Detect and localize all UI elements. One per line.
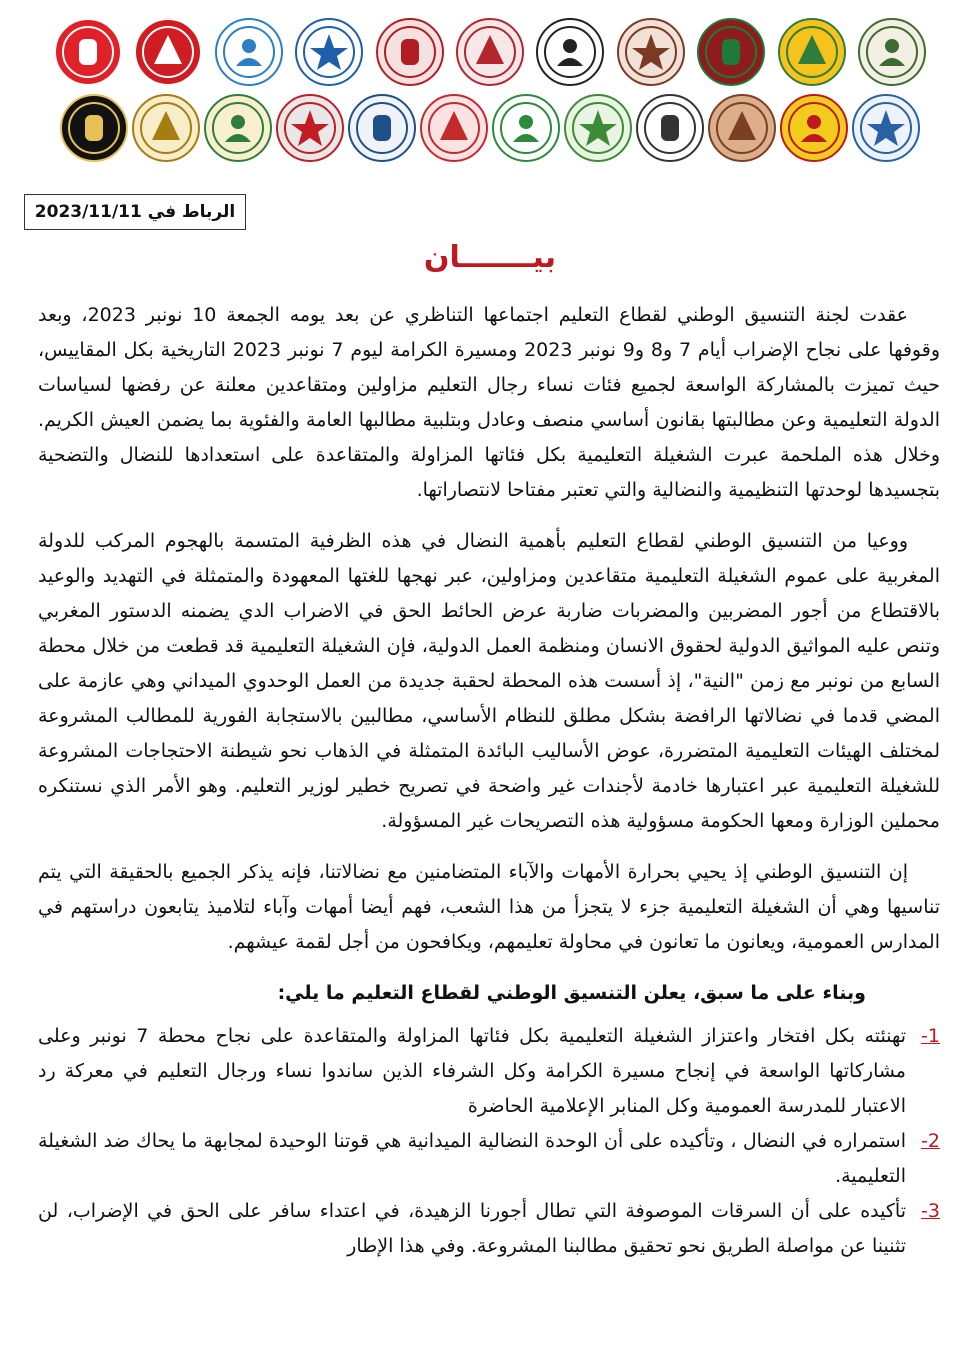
black-emblem-logo	[60, 94, 128, 162]
chz-logo	[780, 94, 848, 162]
che-logo	[295, 18, 363, 86]
no-logo	[134, 18, 202, 86]
circle-people-logo	[215, 18, 283, 86]
declaration-list	[38, 1019, 940, 1264]
item-text: تأكيده على أن السرقات الموصوفة التي تطال أجورنا الزهيدة، في اعتداء سافر على الحق في الإضراب، لن تثنينا عن مواصلة الطريق نحو تحقيق مطالبنا المشروعة. وفي هذا الإطار	[38, 1200, 906, 1257]
number-10-logo	[456, 18, 524, 86]
list-item	[38, 1019, 940, 1124]
statement-body	[38, 298, 940, 1264]
declaration-lead: وبناء على ما سبق، يعلن التنسيق الوطني لقطاع التعليم ما يلي:	[277, 982, 866, 1004]
paragraph-2: ووعيا من التنسيق الوطني لقطاع التعليم بأهمية النضال في هذه الظرفية المتسمة بالهجوم المركب للدولة المغربية على عموم الشغيلة التعليمية متقاعدين ومزاولين، عبر نهجها للغتها المعهودة والمتمثلة في التهديد والوعيد بالاقتطاع من أجور المضربين والمضربات ضاربة عرض الحائط الحق في الاضراب الدي يضمنه الدستور المغربي وتنص عليه المواثيق الدولية لحقوق الانسان ومنظمة العمل الدولية، فإن الشغيلة التعليمية قد قطعت من خلال محطة السابع من نونبر مع زمن "النية"، إذ أسست هذه المحطة لحقبة جديدة من العمل الوحدوي الميداني وهي عازمة على المضي قدما في نضالاتها الرافضة بشكل مطلق للنظام الأساسي، مطالبين بالاستجابة الفورية للمطالب المشروعة لمختلف الهيئات التعليمية المتضررة، عوض الأساليب البائدة المتمثلة في الذهاب نحو شيطنة الاحتجاجات المشروعة للشغيلة التعليمية عبر اعتبارها خادمة لأجندات غير واضحة في تصريح خطير لوزير التعليم. وهو الأمر الذي نستنكره محملين الوزارة ومعها الحكومة مسؤولية هذه التصريحات غير المسؤولة.	[38, 530, 940, 832]
gears-logo	[492, 94, 560, 162]
logos-row-bottom	[40, 94, 940, 162]
list-item	[38, 1194, 940, 1264]
logos-row-top	[40, 18, 940, 86]
graduation-logo	[376, 18, 444, 86]
fist-gray-logo	[276, 94, 344, 162]
victims-logo	[697, 18, 765, 86]
amcba-logo	[852, 94, 920, 162]
people-gold-logo	[132, 94, 200, 162]
family-logo	[420, 94, 488, 162]
date-box	[24, 194, 246, 230]
national-coordination-logo	[858, 18, 926, 86]
raised-hands-logo	[708, 94, 776, 162]
item-text: استمراره في النضال ، وتأكيده على أن الوحدة النضالية الميدانية هي قوتنا الوحيدة لمجابهة ما يحاك ضد الشغيلة التعليمية.	[38, 1130, 906, 1187]
item-number: -1	[921, 1025, 940, 1047]
anrcapm-logo	[778, 18, 846, 86]
hands-logo	[617, 18, 685, 86]
date-text: الرباط في 2023/11/11	[34, 202, 236, 222]
repair-logo	[204, 94, 272, 162]
green-circle-logo	[564, 94, 632, 162]
page-title: بيـــــــان	[423, 240, 557, 275]
item-text: تهنئته بكل افتخار واعتزاز الشغيلة التعليمية بكل فئاتها المزاولة والمتقاعدة على نجاح محطة 7 نونبر وعلى مشاركاتها الواسعة في إنجاح مسيرة الكرامة وكل الشرفاء الذين ساندوا نساء ورجال التعليم في معركة رد الاعتبار للمدرسة العمومية وكل المنابر الإعلامية الحاضرة	[38, 1025, 906, 1117]
paragraph-1: عقدت لجنة التنسيق الوطني لقطاع التعليم اجتماعها التناظري عن بعد يومه الجمعة 10 نونبر 2023، وبعد وقوفها على نجاح الإضراب أيام 7 و8 و9 نونبر 2023 ومسيرة الكرامة ليوم 7 نونبر 2023 التاريخية بكل المقاييس، حيث تميزت بالمشاركة الواسعة لجميع فئات نساء رجال التعليم مزاولين ومتقاعدين معلنة عن رفضها لسياسات الدولة التعليمية وعن مطالبتها بقانون أساسي منصف وعادل وبتلبية مطالبها العامة والفئوية بما يضمن العيش الكريم. وخلال هذه الملحمة عبرت الشغيلة التعليمية بكل فئاتها المزاولة والمتقاعدة على استعدادها للنضال والتضحية بتجسيدها لوحدتها التنظيمية والنضالية والتي تعتبر مفتاحا لانتصاراتها.	[38, 304, 941, 501]
paragraph-3: إن التنسيق الوطني إذ يحيي بحرارة الأمهات والآباء المتضامنين مع نضالاتنا، فإنه يذكر الجميع بالحقيقة التي يتم تناسيها وهي أن الشغيلة التعليمية جزء لا يتجزأ من هذا الشعب، فهم أيضا أمهات وآباء لتلاميذ يتابعون دراستهم في المدارس العمومية، ويعانون ما تعانون في محاولة تعليمهم، ويكافحون من أجل لقمة عيشهم.	[38, 861, 940, 953]
list-item	[38, 1124, 940, 1194]
letter-a-logo	[536, 18, 604, 86]
item-number: -3	[921, 1200, 940, 1222]
pencil-logo	[348, 94, 416, 162]
logos-banner	[40, 18, 940, 162]
item-number: -2	[921, 1130, 940, 1152]
fist-red-logo	[54, 18, 122, 86]
network-logo	[636, 94, 704, 162]
